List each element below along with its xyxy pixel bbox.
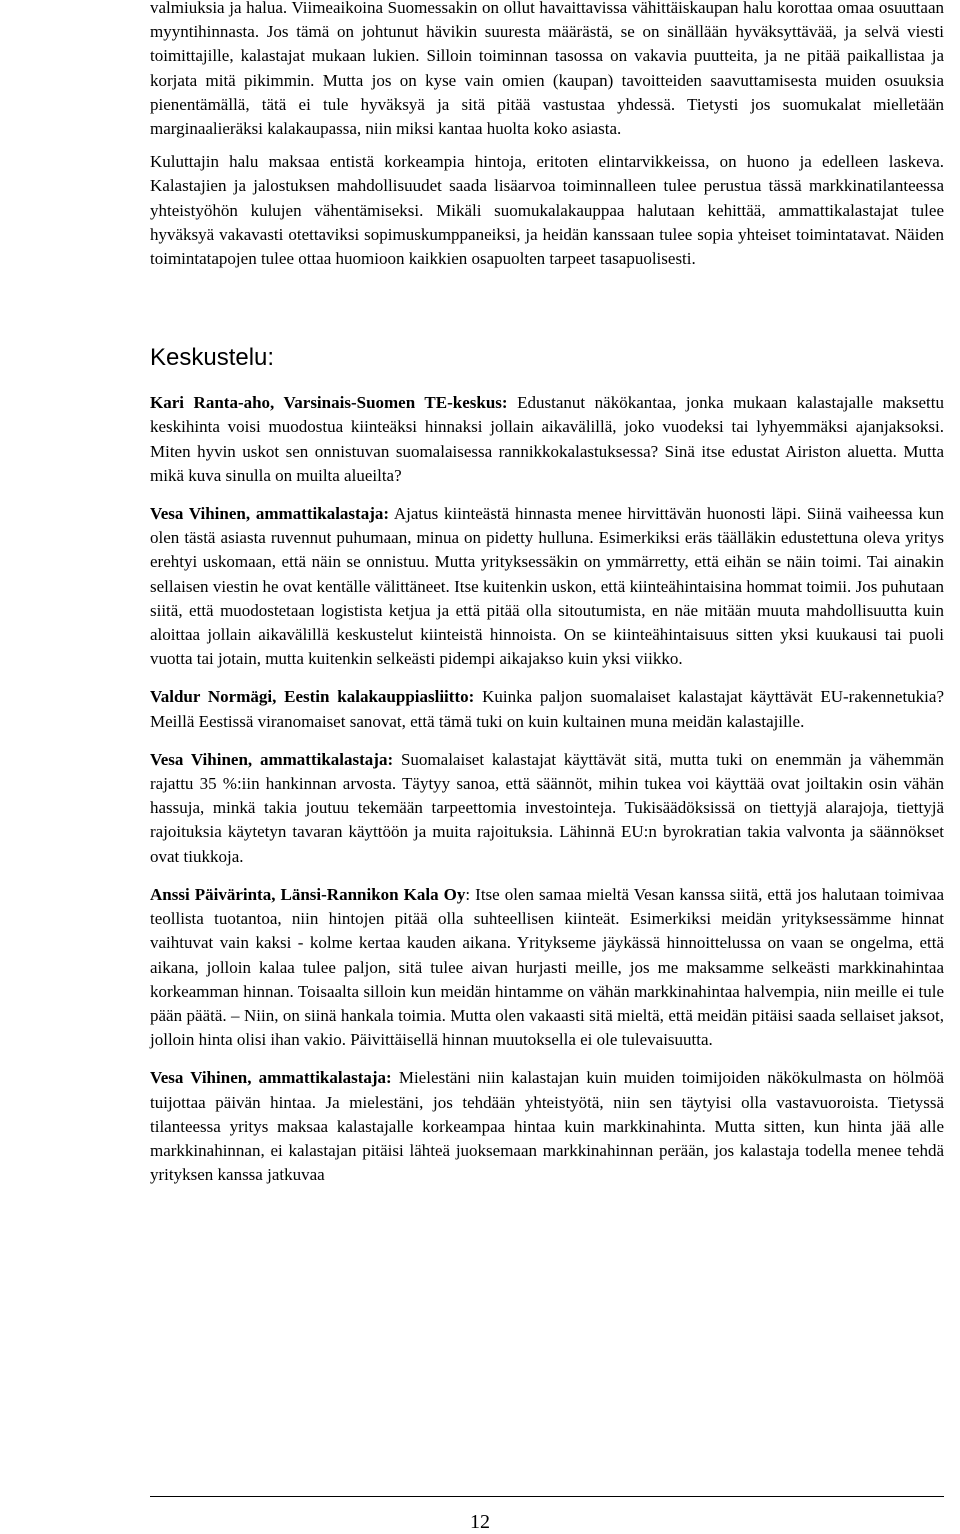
turn-text: : Itse olen samaa mieltä Vesan kanssa siitä, että jos halutaan toimivaa teollista tuotantoa, niin hintojen pitää olla suhteellisen kiinteät. Esimerkiksi meidän yrityksessämme hinnat vaihtuvat vain kaksi - kolme kertaa kauden aikana. Yritykseme jäykässä hinnoittelussa on vaan se ongelma, että aikana, jolloin kalaa tulee paljon, sitä tulee aivan hurjasti meille, jos me maksamme selkeästi markkinahintaa korkeamman hinnan. Toisaalta silloin kun meidän hintamme on vähän markkinahintaa halvempia, niin meille ei tule pään päätä. – Niin, on siinä hankala toimia. Mutta olen vakaasti sitä mieltä, että meidän pitäisi saada sellaiset jaksot, jolloin hinta olisi ihan vakio. Päivittäisellä hinnan muutoksella ei ole tulevaisuutta.: [150, 884, 944, 1050]
turn-text: Suomalaiset kalastajat käyttävät sitä, mutta tuki on enemmän ja vähemmän rajattu 35 %:iin hankinnan arvosta. Täytyy sanoa, että säännöt, mihin tukea voi käyttää ovat joiltakin osin vähän hassuja, minkä takia joutuu tekemään tarpeettomia investointeja. Tukisäädöksissä on tiettyjä alarajoja, tiettyjä rajoituksia käytetyn tavaran käyttöön ja muita rajoituksia. Lähinnä EU:n byrokratian takia valvonta ja säännökset ovat tiukkoja.: [150, 749, 945, 866]
discussion-turn: [150, 502, 944, 671]
speaker-name: Vesa Vihinen, ammattikalastaja:: [150, 1068, 392, 1088]
discussion-turn: [150, 748, 944, 869]
discussion-turn: [150, 883, 944, 1052]
page-number: 12: [470, 1511, 490, 1533]
section-heading: Keskustelu:: [150, 344, 275, 372]
intro-paragraph-2: Kuluttajin halu maksaa entistä korkeampia hintoja, eritoten elintarvikkeissa, on huono ja edelleen laskeva. Kalastajien ja jalostuksen mahdollisuudet saada lisäarvoa toiminnalleen tulee perustua tässä markkinatilanteessa yhteistyöhön kulujen vähentämiseksi. Mikäli suomukalakauppaa halutaan kehittää, ammattikalastajat tulee hyväksyä vakavasti otettaviksi sopimuskumppaneiksi, ja heidän kanssaan tulee sopia yhteiset toimintatavat. Näiden toimintatapojen tulee ottaa huomioon kaikkien osapuolten tarpeet tasapuolisesti.: [150, 152, 944, 269]
turn-text: Kuinka paljon suomalaiset kalastajat käyttävät EU-rakennetukia? Meillä Eestissä viranomaiset sanovat, että tämä tuki on kuin kultainen muna meidän kalastajille.: [150, 687, 944, 731]
discussion-turn: [150, 685, 944, 733]
footer-divider: [150, 1496, 944, 1497]
document-page: [150, 0, 944, 1201]
speaker-name: Vesa Vihinen, ammattikalastaja:: [150, 504, 390, 524]
turn-text: Mielestäni niin kalastajan kuin muiden toimijoiden näkökulmasta on hölmöä tuijottaa päivän hintaa. Ja mielestäni, jos tehdään yhteistyötä, niin sen täytyisi olla vastavuoroista. Tietyssä tilanteessa yritys maksaa kalastajalle korkeampaa hintaa kuin markkinahinta. Mutta sitten, kun hinta jää alle markkinahinnan, ei kalastajan pitäisi lähteä juoksemaan markkinahinnan perään, jos kalastaja todella menee tehdä yrityksen kanssa jatkuvaa: [150, 1068, 945, 1185]
speaker-name: Kari Ranta-aho, Varsinais-Suomen TE-keskus:: [150, 393, 508, 413]
speaker-name: Anssi Päivärinta, Länsi-Rannikon Kala Oy: [150, 884, 466, 904]
turn-text: Ajatus kiinteästä hinnasta menee hirvittävän huonosti läpi. Siinä vaiheessa kun olen tästä asiasta ruvennut puhumaan, minua on pidetty hulluna. Esimerkiksi eräs täälläkin edustettuna oleva yritys erehtyi uskomaan, että näin se onnistuu. Mutta yrityksessäkin on ymmärretty, että eihän se näin toimi. Tai ainakin sellaisen viestin he ovat kentälle välittäneet. Itse kuitenkin uskon, että kiinteähintaisina hommat toimii. Jos puhutaan siitä, että muodostetaan logistista ketjua ja että pitää olla sitoutumista, en näe mitään muuta mahdollisuutta kuin aloittaa jollain aikavälillä keskustelut kiinteistä hinnoista. On se kiinteähintaisuus sitten yksi kuukausi tai puoli vuotta tai jotain, mutta kuitenkin selkeästi pidempi aikajakso kuin yksi viikko.: [150, 504, 945, 669]
intro-paragraph-1: valmiuksia ja halua. Viimeaikoina Suomessakin on ollut havaittavissa vähittäiskaupan halu korottaa omaa osuuttaan myyntihinnasta. Jos tämä on johtunut hävikin suuresta määrästä, se on sinällään hyväksyttävää, ja selvä viesti toimittajille, kalastajat mukaan lukien. Silloin toiminnan tasossa on vakavia puutteita, ja ne pitää paikallistaa ja korjata mitä pikimmin. Mutta jos on kyse vain omien (kaupan) tavoitteiden saavuttamisesta muiden osuuksia pienentämällä, tätä ei tule hyväksyä ja sitä pitää vastustaa yhdessä. Tietysti jos suomukalat mielletään marginaalieräksi kalakaupassa, niin miksi kantaa huolta koko asiasta.: [150, 0, 944, 139]
discussion-turn: [150, 1066, 944, 1187]
discussion-turn: [150, 391, 944, 488]
speaker-name: Valdur Normägi, Eestin kalakauppiasliitto:: [150, 687, 475, 707]
speaker-name: Vesa Vihinen, ammattikalastaja:: [150, 749, 394, 769]
turn-text: Edustanut näkökantaa, jonka mukaan kalastajalle maksettu keskihinta voisi muodostua kiinteäksi hinnaksi jollain aikavälillä, joko vuodeksi tai lyhyemmäksi ajanjaksoksi. Miten hyvin uskot sen onnistuvan suomalaisessa rannikkokalastuksessa? Sinä itse edustat Airiston aluetta. Mutta mikä kuva sinulla on muilta alueilta?: [150, 393, 944, 485]
